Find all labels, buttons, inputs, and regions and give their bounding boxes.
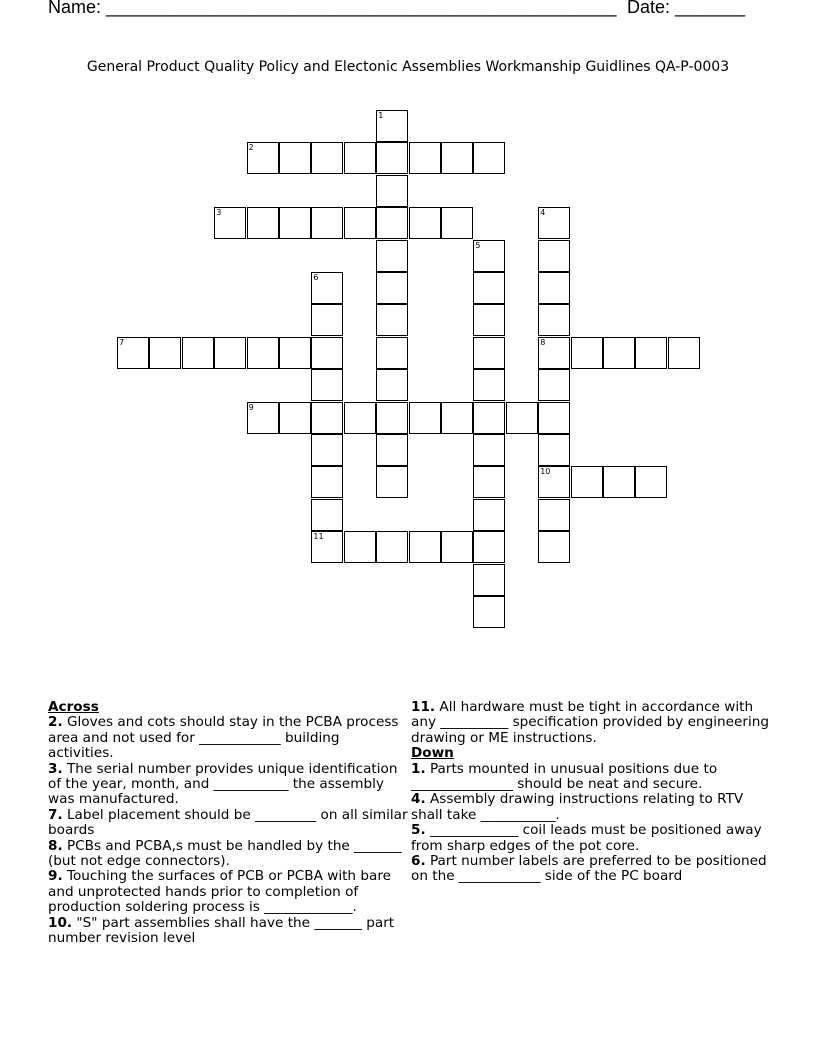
grid-cell[interactable]	[441, 531, 473, 563]
clue-number: 10.	[48, 914, 73, 931]
grid-cell[interactable]	[279, 402, 311, 434]
grid-cell[interactable]	[311, 369, 343, 401]
clue-number: 1.	[411, 760, 426, 777]
clue-number: 4.	[411, 791, 426, 808]
clue-number: 8.	[48, 837, 63, 854]
grid-cell[interactable]	[376, 466, 408, 498]
grid-cell[interactable]	[311, 531, 343, 563]
grid-cell[interactable]	[182, 337, 214, 369]
cell-number: 5	[475, 240, 481, 250]
clue-number: 3.	[48, 760, 63, 777]
clue-across-7	[48, 808, 408, 839]
clue-across-3	[48, 762, 408, 808]
down-heading: Down	[411, 745, 454, 762]
grid-cell[interactable]	[311, 434, 343, 466]
cell-number: 9	[248, 402, 254, 412]
clue-text: "S" part assemblies shall have the _______ part number revision level	[48, 914, 395, 947]
grid-cell[interactable]	[538, 402, 570, 434]
grid-cell[interactable]	[376, 142, 408, 174]
grid-cell[interactable]	[473, 240, 505, 272]
grid-cell[interactable]	[473, 304, 505, 336]
grid-cell[interactable]	[376, 531, 408, 563]
clue-text: Label placement should be _________ on all similar boards	[48, 806, 408, 839]
grid-cell[interactable]	[668, 337, 700, 369]
grid-cell[interactable]	[538, 531, 570, 563]
clue-down-4	[411, 792, 771, 823]
grid-cell[interactable]	[376, 402, 408, 434]
grid-cell[interactable]	[603, 466, 635, 498]
name-label: Name: ___________________________________________________	[48, 0, 617, 17]
grid-cell[interactable]	[311, 466, 343, 498]
grid-cell[interactable]	[473, 564, 505, 596]
grid-cell[interactable]	[538, 207, 570, 239]
grid-cell[interactable]	[473, 402, 505, 434]
grid-cell[interactable]	[117, 337, 149, 369]
grid-cell[interactable]	[247, 142, 279, 174]
grid-cell[interactable]	[311, 304, 343, 336]
grid-cell[interactable]	[473, 466, 505, 498]
cell-number: 7	[119, 337, 125, 347]
grid-cell[interactable]	[149, 337, 181, 369]
grid-cell[interactable]	[409, 402, 441, 434]
grid-cell[interactable]	[344, 142, 376, 174]
cell-number: 4	[540, 208, 546, 218]
grid-cell[interactable]	[279, 142, 311, 174]
grid-cell[interactable]	[279, 337, 311, 369]
grid-cell[interactable]	[473, 499, 505, 531]
grid-cell[interactable]	[409, 142, 441, 174]
grid-cell[interactable]	[441, 402, 473, 434]
grid-cell[interactable]	[376, 175, 408, 207]
grid-cell[interactable]	[311, 142, 343, 174]
grid-cell[interactable]	[473, 531, 505, 563]
grid-cell[interactable]	[571, 337, 603, 369]
clue-across-10	[48, 916, 408, 947]
grid-cell[interactable]	[441, 142, 473, 174]
grid-cell[interactable]	[538, 272, 570, 304]
date-label: Date: _______	[627, 0, 746, 17]
clue-down-6	[411, 854, 771, 885]
cell-number: 8	[540, 337, 546, 347]
clue-text: Parts mounted in unusual positions due to _______________ should be neat and secure.	[411, 760, 718, 793]
clue-text: Gloves and cots should stay in the PCBA process area and not used for ____________ building activities.	[48, 714, 399, 762]
cell-number: 1	[378, 111, 384, 120]
grid-cell[interactable]	[376, 337, 408, 369]
grid-cell[interactable]	[311, 337, 343, 369]
grid-cell[interactable]	[311, 402, 343, 434]
grid-cell[interactable]	[214, 337, 246, 369]
grid-cell[interactable]	[409, 531, 441, 563]
grid-cell[interactable]	[538, 434, 570, 466]
grid-cell[interactable]	[506, 402, 538, 434]
grid-cell[interactable]	[376, 434, 408, 466]
page-title: General Product Quality Policy and Electonic Assemblies Workmanship Guidlines QA-P-0003	[86, 59, 730, 75]
cell-number: 10	[540, 467, 551, 477]
grid-cell[interactable]	[344, 531, 376, 563]
clues-column-left	[48, 700, 408, 947]
clue-number: 2.	[48, 714, 63, 731]
grid-cell[interactable]	[473, 369, 505, 401]
clue-number: 6.	[411, 853, 426, 870]
grid-cell[interactable]	[311, 272, 343, 304]
grid-cell[interactable]	[376, 272, 408, 304]
across-heading: Across	[48, 699, 99, 715]
grid-cell[interactable]	[603, 337, 635, 369]
grid-cell[interactable]	[247, 402, 279, 434]
clue-number: 9.	[48, 868, 63, 885]
clue-number: 5.	[411, 822, 426, 839]
cell-number: 6	[313, 273, 319, 282]
clue-down-5	[411, 823, 771, 854]
clue-text: The serial number provides unique identification of the year, month, and ___________ the assembly was manufactured.	[48, 760, 398, 808]
grid-cell[interactable]	[538, 304, 570, 336]
grid-cell[interactable]	[214, 207, 246, 239]
clue-number: 7.	[48, 806, 63, 823]
clue-across-2	[48, 715, 408, 761]
clue-across-9	[48, 869, 408, 915]
grid-cell[interactable]	[571, 466, 603, 498]
cell-number: 3	[216, 208, 222, 218]
grid-cell[interactable]	[311, 499, 343, 531]
cell-number: 2	[248, 143, 254, 153]
grid-cell[interactable]	[376, 369, 408, 401]
clue-across-11	[411, 700, 771, 746]
clue-across-8	[48, 839, 408, 870]
grid-cell[interactable]	[538, 337, 570, 369]
grid-cell[interactable]	[473, 434, 505, 466]
clues-column-right	[411, 700, 771, 885]
grid-cell[interactable]	[376, 110, 408, 142]
grid-cell[interactable]	[635, 337, 667, 369]
grid-cell[interactable]	[311, 207, 343, 239]
cell-number: 11	[313, 532, 324, 542]
grid-cell[interactable]	[344, 402, 376, 434]
clue-text: Assembly drawing instructions relating to RTV shall take ___________.	[411, 791, 744, 823]
grid-cell[interactable]	[409, 207, 441, 239]
clue-text: PCBs and PCBA,s must be handled by the _______ (but not edge connectors).	[48, 837, 402, 870]
clue-number: 11.	[411, 699, 436, 715]
clue-text: Part number labels are preferred to be positioned on the ____________ side of the PC board	[411, 853, 767, 885]
grid-cell[interactable]	[473, 142, 505, 174]
clue-text: _____________ coil leads must be positioned away from sharp edges of the pot core.	[411, 822, 762, 854]
grid-cell[interactable]	[538, 369, 570, 401]
grid-cell[interactable]	[473, 596, 505, 628]
clue-text: Touching the surfaces of PCB or PCBA with bare and unprotected hands prior to completion of production soldering process is _____________.	[48, 868, 391, 916]
grid-cell[interactable]	[441, 207, 473, 239]
grid-cell[interactable]	[376, 240, 408, 272]
grid-cell[interactable]	[344, 207, 376, 239]
clue-text: All hardware must be tight in accordance with any __________ specification provided by engineering drawing or ME instructions.	[411, 699, 769, 746]
grid-cell[interactable]	[538, 466, 570, 498]
grid-cell[interactable]	[538, 240, 570, 272]
grid-cell[interactable]	[376, 304, 408, 336]
grid-cell[interactable]	[538, 499, 570, 531]
grid-cell[interactable]	[473, 337, 505, 369]
grid-cell[interactable]	[247, 337, 279, 369]
clue-down-1	[411, 762, 771, 793]
grid-cell[interactable]	[247, 207, 279, 239]
grid-cell[interactable]	[376, 207, 408, 239]
grid-cell[interactable]	[279, 207, 311, 239]
grid-cell[interactable]	[635, 466, 667, 498]
grid-cell[interactable]	[473, 272, 505, 304]
